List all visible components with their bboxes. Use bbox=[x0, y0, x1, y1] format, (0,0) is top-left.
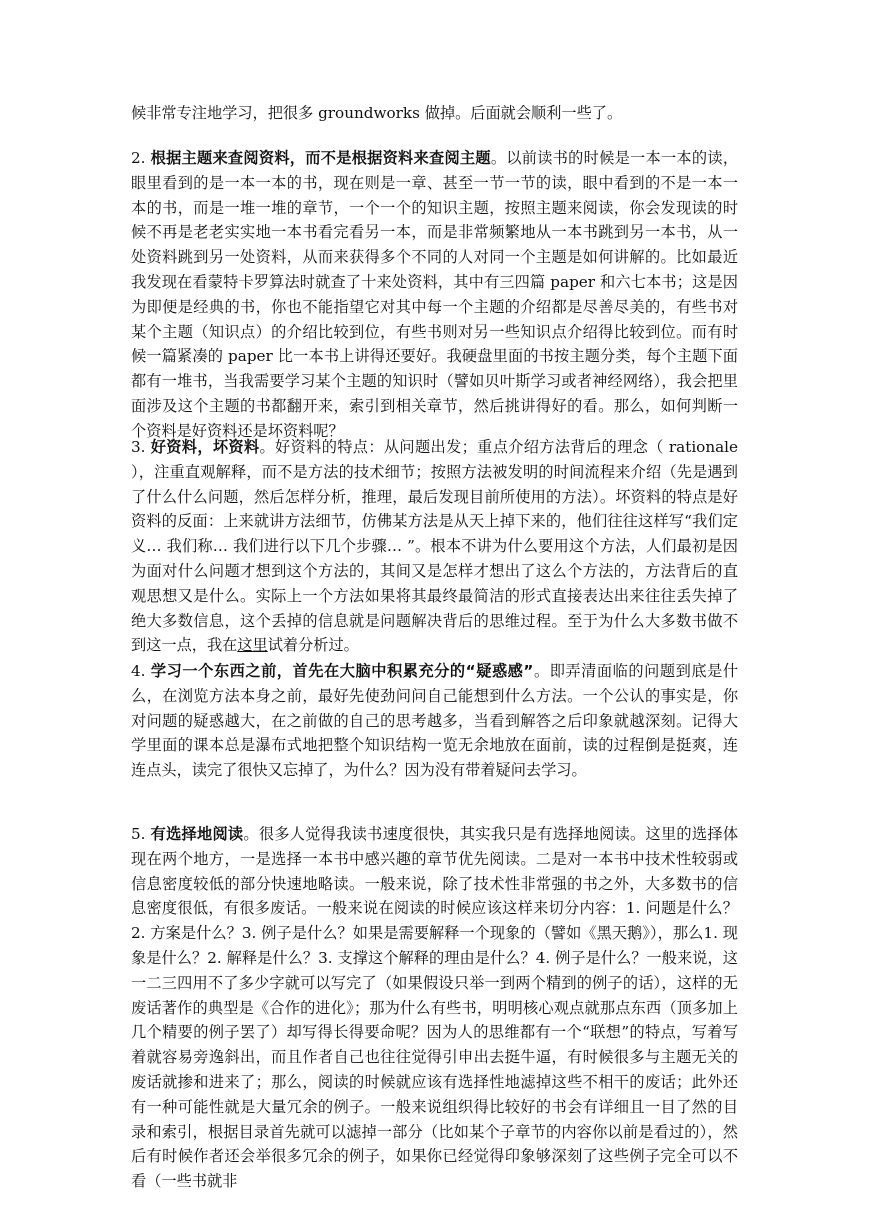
item-body: 。即弄清面临的问题到底是什么，在浏览方法本身之前，最好先使劲问问自己能想到什么方法。一个公认的事实是，你对问题的疑惑越大，在之前做的自己的思考越多，当看到解答之后印象就越深刻。记得大学里面的课本总是瀑布式地把整个知识结构一览无余地放在面前，读的过程倒是挺爽，连连点头，读完了很快又忘掉了，为什么？因为没有带着疑问去学习。 bbox=[131, 662, 739, 780]
item-heading: 有选择地阅读 bbox=[150, 825, 244, 843]
paragraph-3 bbox=[131, 435, 738, 658]
item-number: 2. bbox=[131, 149, 146, 167]
item-body: 。以前读书的时候是一本一本的读，眼里看到的是一本一本的书，现在则是一章、甚至一节一节的读，眼中看到的不是一本一本的书，而是一堆一堆的章节，一个一个的知识主题，按照主题来阅读，你会发现读的时候不再是老老实实地一本书看完看另一本，而是非常频繁地从一本书跳到另一本书，从一处资料跳到另一处资料，从而来获得多个不同的人对同一个主题是如何讲解的。比如最近我发现在看蒙特卡罗算法时就查了十来处资料，其中有三四篇 paper 和六七本书；这是因为即便是经典的书，你也不能指望它对其中每一个主题的介绍都是尽善尽美的，有些书对某个主题（知识点）的介绍比较到位，有些书则对另一些知识点介绍得比较到位。而有时候一篇紧凑的 paper 比一本书上讲得还要好。我硬盘里面的书按主题分类，每个主题下面都有一堆书，当我需要学习某个主题的知识时（譬如贝叶斯学习或者神经网络），我会把里面涉及这个主题的书都翻开来，索引到相关章节，然后挑讲得好的看。那么，如何判断一个资料是好资料还是坏资料呢？ bbox=[131, 149, 739, 440]
here-link[interactable]: 这里 bbox=[237, 636, 268, 655]
paragraph-2 bbox=[131, 146, 738, 444]
paragraph-4 bbox=[131, 659, 738, 783]
item-heading: 学习一个东西之前，首先在大脑中积累充分的“疑惑感” bbox=[150, 662, 534, 680]
item-number: 4. bbox=[131, 662, 146, 680]
paragraph-5 bbox=[131, 822, 738, 1194]
item-body: 。很多人觉得我读书速度很快，其实我只是有选择地阅读。这里的选择体现在两个地方，一是选择一本书中感兴趣的章节优先阅读。二是对一本书中技术性较弱或信息密度较低的部分快速地略读。一般来说，除了技术性非常强的书之外，大多数书的信息密度很低，有很多废话。一般来说在阅读的时候应该这样来切分内容：1. 问题是什么？2. 方案是什么？3. 例子是什么？如果是需要解释一个现象的（譬如《黑天鹅》），那么1. 现象是什么？2. 解释是什么？3. 支撑这个解释的理由是什么？4. 例子是什么？一般来说，这一二三四用不了多少字就可以写完了（如果假设只举一到两个精到的例子的话），这样的无废话著作的典型是《合作的进化》；那为什么有些书，明明核心观点就那点东西（顶多加上几个精要的例子罢了）却写得长得要命呢？因为人的思维都有一个“联想”的特点，写着写着就容易旁逸斜出，而且作者自己也往往觉得引申出去挺牛逼，有时候很多与主题无关的废话就掺和进来了；那么，阅读的时候就应该有选择性地滤掉这些不相干的废话；此外还有一种可能性就是大量冗余的例子。一般来说组织得比较好的书会有详细且一目了然的目录和索引，根据目录首先就可以滤掉一部分（比如某个子章节的内容你以前是看过的），然后有时候作者还会举很多冗余的例子，如果你已经觉得印象够深刻了这些例子完全可以不看（一些书就非 bbox=[131, 825, 739, 1191]
item-body: 。好资料的特点：从问题出发；重点介绍方法背后的理念（ rationale ），注重直观解释，而不是方法的技术细节；按照方法被发明的时间流程来介绍（先是遇到了什么什么问题，然后怎样分析，推理，最后发现目前所使用的方法）。坏资料的特点是好资料的反面：上来就讲方法细节，仿佛某方法是从天上掉下来的，他们往往这样写“我们定义… 我们称… 我们进行以下几个步骤… ”。根本不讲为什么要用这个方法，人们最初是因为面对什么问题才想到这个方法的，其间又是怎样才想出了这么个方法的，方法背后的直观思想又是什么。实际上一个方法如果将其最终最简洁的形式直接表达出来往往丢失掉了绝大多数信息，这个丢掉的信息就是问题解决背后的思维过程。至于为什么大多数书做不到这一点，我在 bbox=[131, 438, 738, 655]
item-number: 5. bbox=[131, 825, 146, 843]
item-number: 3. bbox=[131, 438, 146, 456]
item-body-tail: 试着分析过。 bbox=[267, 636, 359, 655]
paragraph-continuation: 候非常专注地学习，把很多 groundworks 做掉。后面就会顺利一些了。 bbox=[131, 104, 623, 122]
item-heading: 根据主题来查阅资料，而不是根据资料来查阅主题 bbox=[150, 149, 491, 167]
item-heading: 好资料，坏资料 bbox=[150, 438, 260, 456]
